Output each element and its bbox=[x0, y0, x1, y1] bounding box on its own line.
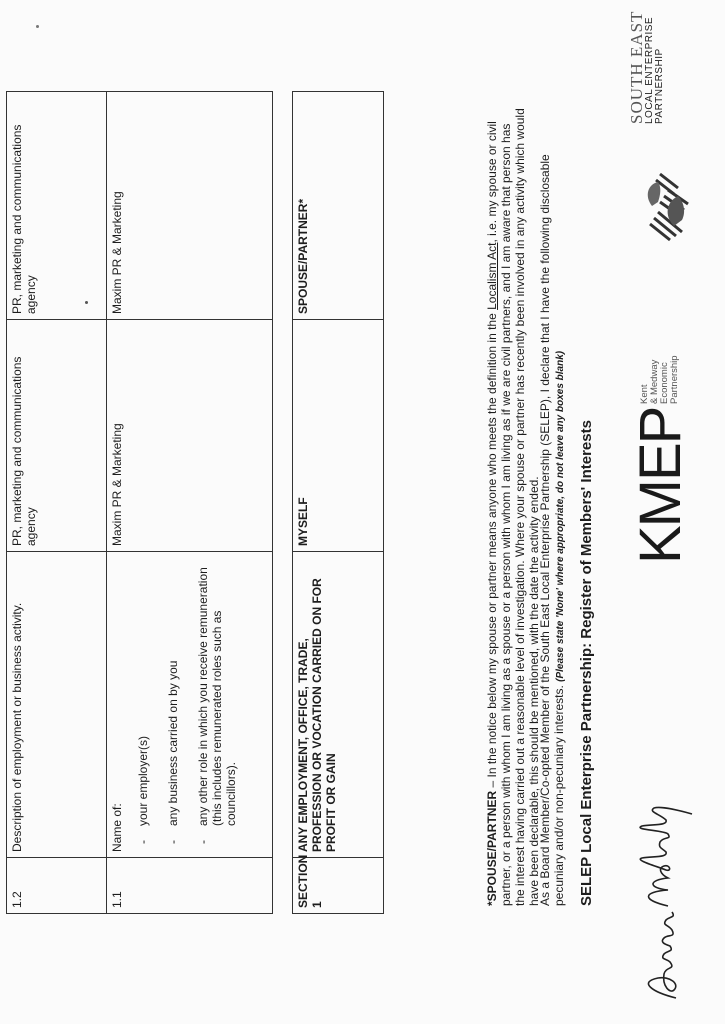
table-wrapper bbox=[292, 0, 422, 1024]
selep-name-line: PARTNERSHIP bbox=[654, 48, 665, 124]
header-category: ANY EMPLOYMENT, OFFICE, TRADE, PROFESSION OR VOCATION CARRIED ON FOR PROFIT OR GAIN bbox=[293, 552, 384, 858]
row-label: Name of: bbox=[110, 803, 124, 852]
myself-value: PR, marketing and communications agency bbox=[7, 320, 107, 552]
selep-name-line: LOCAL ENTERPRISE bbox=[644, 16, 655, 124]
kmep-subtitle-line: & Medway bbox=[649, 359, 660, 404]
table-body-wrapper bbox=[106, 0, 296, 1024]
selep-name-line: SOUTH EAST bbox=[627, 10, 646, 124]
list-item: - your employer(s) bbox=[136, 557, 150, 852]
header-section: SECTION 1 bbox=[293, 858, 384, 914]
row-number: 1.1 bbox=[107, 858, 273, 914]
selep-logo-text bbox=[628, 11, 665, 124]
item-list bbox=[136, 557, 238, 852]
document-title: SELEP Local Enterprise Partnership: Register of Members' Interests bbox=[578, 420, 595, 906]
kmep-subtitle-line: Economic bbox=[659, 362, 670, 404]
table-header-row bbox=[293, 92, 384, 914]
spouse-text: – In the notice below my spouse or partner means anyone who meets the definition in the bbox=[485, 309, 499, 791]
register-table-row2 bbox=[6, 91, 107, 914]
spouse-value: PR, marketing and communications agency bbox=[7, 92, 107, 320]
selep-logo-icon bbox=[630, 166, 700, 246]
kmep-logo bbox=[628, 407, 693, 564]
spouse-label: *SPOUSE/PARTNER bbox=[485, 790, 499, 906]
list-item: - any business carried on by you bbox=[166, 557, 180, 852]
kmep-subtitle-line: Kent bbox=[639, 384, 650, 404]
myself-value: Maxim PR & Marketing bbox=[107, 320, 273, 552]
declaration-note: (Please state 'None' where appropriate, do not leave any boxes blank) bbox=[555, 350, 566, 682]
header-spouse: SPOUSE/PARTNER* bbox=[293, 92, 384, 320]
table-row2-wrapper bbox=[0, 0, 106, 1024]
declaration-text: As a Board Member/Co-opted Member of the South East Local Enterprise Partnership (SELEP), I declare that I have the following disclosable pecuniary and/or non-pecuniary interests. bbox=[538, 154, 566, 906]
declaration-paragraph bbox=[538, 106, 568, 906]
register-table bbox=[292, 91, 384, 914]
table-row bbox=[107, 92, 273, 914]
kmep-subtitle-line: Partnership bbox=[669, 355, 680, 404]
signature-image bbox=[612, 769, 702, 1004]
header-myself: MYSELF bbox=[293, 320, 384, 552]
kmep-subtitle bbox=[640, 355, 680, 404]
list-item: - any other role in which you receive remuneration (this includes remunerated roles such as councillors). bbox=[196, 557, 238, 852]
localism-act-link: Localism Act bbox=[485, 242, 499, 310]
spouse-definition-paragraph bbox=[485, 106, 541, 906]
row-description bbox=[107, 552, 273, 858]
row-number: 1.2 bbox=[7, 858, 107, 914]
spouse-value: Maxim PR & Marketing bbox=[107, 92, 273, 320]
kmep-letters: KMEP bbox=[628, 407, 693, 564]
table-row bbox=[7, 92, 107, 914]
scan-speck bbox=[85, 301, 88, 304]
spouse-text: , i.e. my spouse or civil partner, or a person with whom I am living as a spouse or a person with whom I am living as if we are civil partners, and I am aware that person has the interest having carried out a reasonable level of investigation. Where your spouse or partner has recently been involved in any activity which would have been declarable, this should be mentioned, with the date the activity ended. bbox=[485, 108, 541, 906]
register-table-body bbox=[106, 91, 273, 914]
row-description: Description of employment or business activity. bbox=[7, 552, 107, 858]
